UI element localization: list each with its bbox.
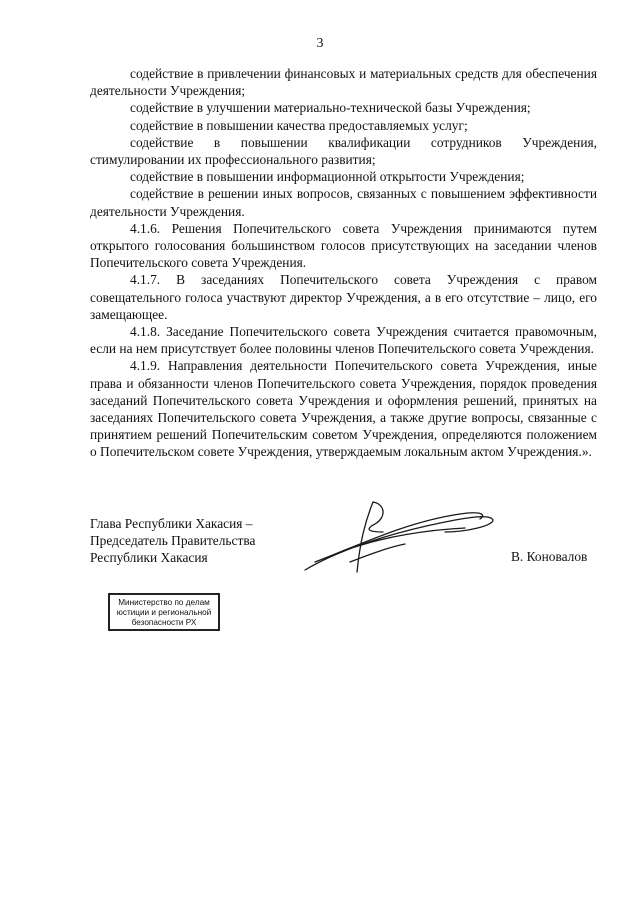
ministry-stamp [108,593,220,631]
paragraph: содействие в повышении квалификации сотрудников Учреждения, стимулировании их профессионального развития; [90,134,597,168]
signatory-title-line: Глава Республики Хакасия – [90,516,253,531]
paragraph: содействие в привлечении финансовых и материальных средств для обеспечения деятельности Учреждения; [90,66,597,99]
clause-4-1-9: 4.1.9. Направления деятельности Попечительского совета Учреждения, иные права и обязанности членов Попечительского совета Учреждения, порядок проведения заседаний Попечительского совета Учреждения и оформления решений, принятых на заседаниях Попечительского совета Учреждения, а также другие вопросы, связанные с принятием решений Попечительским советом Учреждения, определяются положением о Попечительском совете Учреждения, утверждаемым локальным актом Учреждения.». [90,358,597,460]
handwritten-signature [295,492,500,587]
stamp-line: безопасности РХ [131,618,197,627]
stamp-line: Министерство по делам [118,598,210,607]
signatory-title-line: Председатель Правительства [90,533,256,549]
page-number: 3 [316,36,324,51]
stamp-line: юстиции и региональной [116,608,212,617]
signatory-title [90,515,255,567]
paragraph: содействие в повышении качества предоставляемых услуг; [130,117,468,133]
document-body [90,65,597,461]
clause-4-1-7: 4.1.7. В заседаниях Попечительского совета Учреждения с правом совещательного голоса участвуют директор Учреждения, а в его отсутствие – лицо, его замещающее. [90,272,597,322]
clause-4-1-8: 4.1.8. Заседание Попечительского совета Учреждения считается правомочным, если на нем присутствует более половины членов Попечительского совета Учреждения. [90,324,597,357]
paragraph: содействие в улучшении материально-технической базы Учреждения; [130,100,531,116]
clause-4-1-6: 4.1.6. Решения Попечительского совета Учреждения принимаются путем открытого голосования большинством голосов присутствующих на заседании членов Попечительского совета Учреждения. [90,220,597,271]
signatory-title-line: Республики Хакасия [90,550,208,566]
paragraph: содействие в решении иных вопросов, связанных с повышением эффективности деятельности Учреждения. [90,186,597,219]
signatory-name: В. Коновалов [511,549,588,564]
paragraph: содействие в повышении информационной открытости Учреждения; [130,169,525,185]
